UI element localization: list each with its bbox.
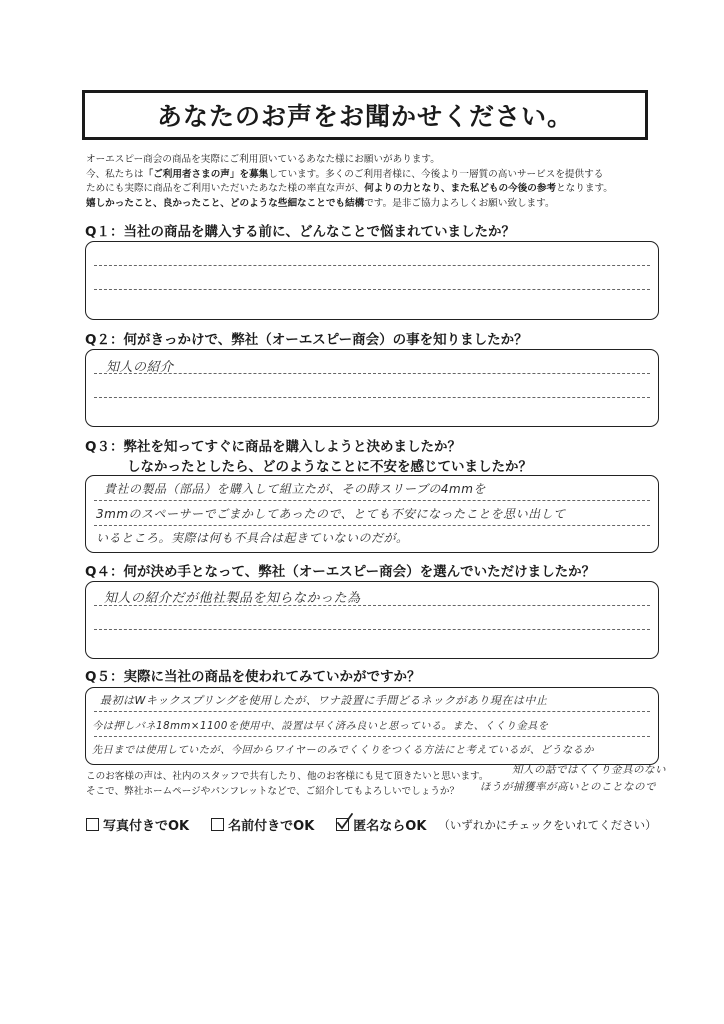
option-name[interactable] xyxy=(211,815,314,834)
question-5-answer-line-1: 最初はWキックスプリングを使用したが、ワナ設置に手間どるネックがあり現在は中止 xyxy=(100,694,548,707)
question-5-answer-line-3: 先日までは使用していたが、今回からワイヤーのみでくくりをつくる方法にと考えているが、どうなるか xyxy=(92,745,595,756)
intro-line-3c: となります。 xyxy=(556,183,613,195)
consent-handwriting-2: ほうが捕獲率が高いとのことなので xyxy=(480,781,656,793)
answer-line xyxy=(94,525,650,526)
question-1-label: Q１：当社の商品を購入する前に、どんなことで悩まれていましたか？ xyxy=(85,224,515,240)
question-2-answer-text: 知人の紹介 xyxy=(106,360,174,375)
publish-options xyxy=(86,815,686,834)
answer-line xyxy=(94,265,650,266)
intro-text xyxy=(86,153,666,211)
question-3-label: Q３：弊社を知ってすぐに商品を購入しようと決めましたか？ xyxy=(85,439,461,455)
answer-line xyxy=(94,629,650,630)
question-2-answer-box[interactable] xyxy=(85,349,659,427)
question-4-answer-box[interactable] xyxy=(85,581,659,659)
consent-handwriting-1: 知人の話ではくくり金具のない xyxy=(512,764,666,776)
checkbox-empty[interactable] xyxy=(86,818,99,831)
option-anonymous-label: 匿名ならOK xyxy=(353,819,427,834)
intro-line-2a: 今、私たちは xyxy=(86,168,144,180)
consent-line-2: そこで、弊社ホームページやパンフレットなどで、ご紹介してもよろしいでしょうか？ xyxy=(86,786,460,797)
question-1-answer-box[interactable] xyxy=(85,241,659,320)
question-3-answer-box[interactable] xyxy=(85,475,659,553)
option-photo-label: 写真付きでOK xyxy=(103,819,190,834)
intro-line-4a: 嬉しかったこと、良かったこと、どのような些細なことでも結構 xyxy=(86,197,365,209)
answer-line xyxy=(94,500,650,501)
option-anonymous[interactable] xyxy=(336,815,426,834)
question-5-label: Q５：実際に当社の商品を使われてみていかがですか？ xyxy=(85,669,421,685)
question-5-answer-box[interactable] xyxy=(85,687,659,765)
question-4-answer-text: 知人の紹介だが他社製品を知らなかった為 xyxy=(104,591,361,606)
question-3-answer-line-2: 3mmのスペーサーでごまかしてあったので、とても不安になったことを思い出して xyxy=(96,507,566,521)
intro-line-3 xyxy=(86,182,666,197)
options-note: （いずれかにチェックをいれてください） xyxy=(438,817,657,832)
answer-line xyxy=(94,711,650,712)
intro-line-3b: 何よりの力となり、また私どもの今後の参考 xyxy=(364,183,557,195)
question-3-label-2: しなかったとしたら、どのようなことに不安を感じていましたか？ xyxy=(127,459,532,475)
question-3-answer-line-3: いるところ。実際は何も不具合は起きていないのだが。 xyxy=(96,531,409,545)
answer-line xyxy=(94,397,650,398)
question-4-label: Q４：何が決め手となって、弊社（オーエスピー商会）を選んでいただけましたか？ xyxy=(85,564,596,580)
checkbox-checked[interactable] xyxy=(336,818,349,831)
page-title: あなたのお声をお聞かせください。 xyxy=(82,90,648,140)
question-5-answer-line-2: 今は押しバネ18mm×1100を使用中、設置は早く済み良いと思っている。また、くくり金具を xyxy=(92,721,549,732)
intro-line-2b: 「ご利用者さまの声」を募集 xyxy=(143,168,269,180)
consent-line-1: このお客様の声は、社内のスタッフで共有したり、他のお客様にも見て頂きたいと思います。 xyxy=(86,771,489,782)
intro-line-1: オーエスピー商会の商品を実際にご利用頂いているあなた様にお願いがあります。 xyxy=(86,154,440,165)
intro-line-3a: ためにも実際に商品をご利用いただいたあなた様の率直な声が、 xyxy=(86,183,365,195)
intro-line-2c: しています。多くのご利用者様に、今後より一層質の高いサービスを提供する xyxy=(268,168,604,180)
question-2-label: Q２：何がきっかけで、弊社（オーエスピー商会）の事を知りましたか？ xyxy=(85,332,528,348)
answer-line xyxy=(94,373,650,374)
option-photo[interactable] xyxy=(86,815,189,834)
intro-line-4b: です。是非ご協力よろしくお願い致します。 xyxy=(364,197,555,209)
intro-line-2 xyxy=(86,168,666,183)
intro-line-4 xyxy=(86,197,666,212)
answer-line xyxy=(94,289,650,290)
checkbox-empty[interactable] xyxy=(211,818,224,831)
checkmark-icon xyxy=(336,813,354,831)
question-3-answer-line-1: 貴社の製品（部品）を購入して組立たが、その時スリーブの4mmを xyxy=(104,482,486,496)
option-name-label: 名前付きでOK xyxy=(228,819,315,834)
answer-line xyxy=(94,736,650,737)
